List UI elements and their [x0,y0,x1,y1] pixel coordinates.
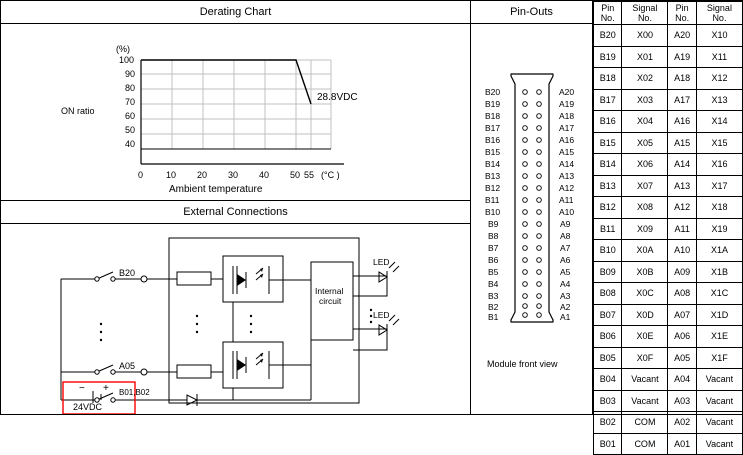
connector-pin-a2: A2 [560,302,571,312]
pin-no-cell: A17 [668,89,696,111]
chart-xtick-40: 40 [259,170,270,180]
pin-no-cell: A12 [668,197,696,219]
signal-no-cell: X04 [622,111,668,133]
signal-no-cell: X06 [622,154,668,176]
pin-no-cell: B14 [594,154,622,176]
table-row [594,390,743,412]
table-row [594,132,743,154]
pin-no-cell: A18 [668,68,696,90]
signal-no-cell: X1B [696,261,742,283]
pin-table-body [594,25,743,455]
connector-pin-b12: B12 [485,183,501,193]
pin-no-cell: A07 [668,304,696,326]
connector-pin-a10: A10 [559,207,575,217]
signal-no-cell: Vacant [622,369,668,391]
pin-no-cell: B10 [594,240,622,262]
chart-y-unit: (%) [116,44,130,54]
signal-no-cell: X0E [622,326,668,348]
pin-no-cell: A14 [668,154,696,176]
connector-pin-b1: B1 [488,312,499,322]
chart-ytick-90: 90 [125,69,136,79]
internal-circuit-label-line1: Internal [315,286,344,296]
pin-signal-table [593,1,743,449]
pin-no-cell: A20 [668,25,696,47]
signal-no-cell: X01 [622,46,668,68]
chart-xtick-55: 55 [304,170,315,180]
table-row [594,433,743,455]
signal-no-cell: Vacant [622,390,668,412]
pinouts-panel [471,1,593,414]
signal-no-cell: X1F [696,347,742,369]
pin-no-cell: A19 [668,46,696,68]
signal-no-cell: X0F [622,347,668,369]
pin-no-cell: B06 [594,326,622,348]
signal-no-cell: X19 [696,218,742,240]
header-signal-no-right [696,2,742,25]
pin-no-cell: B02 [594,412,622,434]
pin-no-cell: A03 [668,390,696,412]
derating-chart-title: Derating Chart [1,1,470,24]
connector-pin-b7: B7 [488,243,499,253]
signal-no-cell: Vacant [696,390,742,412]
pin-no-cell: B18 [594,68,622,90]
connector-pin-b2: B2 [488,302,499,312]
signal-no-cell: X08 [622,197,668,219]
connector-pin-a6: A6 [560,255,571,265]
chart-ytick-80: 80 [125,83,136,93]
connector-pin-a7: A7 [560,243,571,253]
connector-pin-b16: B16 [485,135,501,145]
connector-pin-b11: B11 [485,195,500,205]
table-row [594,304,743,326]
connector-pin-b5: B5 [488,267,499,277]
connector-pin-a19: A19 [559,99,575,109]
signal-no-cell: X10 [696,25,742,47]
connector-pin-b19: B19 [485,99,501,109]
connector-pin-b14: B14 [485,159,501,169]
table-header-row [594,2,743,25]
chart-x-axis-label: Ambient temperature [169,184,263,195]
signal-no-cell: X1A [696,240,742,262]
header-signal-line1-right: Signal [706,3,732,13]
pin-no-cell: B05 [594,347,622,369]
header-pin-no-left [594,2,622,25]
header-pin-line1: Pin [601,3,615,13]
connector-pin-b20: B20 [485,87,501,97]
pin-no-cell: A13 [668,175,696,197]
connector-pin-b8: B8 [488,231,499,241]
chart-annotation-voltage: 28.8VDC [317,92,358,103]
led-label-top: LED [373,257,390,267]
connector-pin-b4: B4 [488,279,499,289]
table-row [594,347,743,369]
signal-no-cell: X12 [696,68,742,90]
signal-no-cell: X03 [622,89,668,111]
chart-ytick-70: 70 [125,97,136,107]
connector-pin-a16: A16 [559,135,575,145]
external-connections-body [1,224,470,415]
header-pin-line2-right: No. [675,13,690,23]
connector-pin-a12: A12 [559,183,575,193]
chart-plot-area [139,58,389,168]
table-row [594,154,743,176]
pin-no-cell: B12 [594,197,622,219]
header-signal-line2: No. [637,13,652,23]
signal-no-cell: Vacant [696,433,742,455]
connector-pin-a15: A15 [559,147,575,157]
pin-no-cell: A05 [668,347,696,369]
pinouts-body [471,24,592,414]
pin-no-cell: B19 [594,46,622,68]
terminal-label-b01-b02: B01,B02 [119,388,150,397]
pin-no-cell: B20 [594,25,622,47]
signal-no-cell: X0A [622,240,668,262]
terminal-label-a05: A05 [119,361,136,371]
chart-x-unit: (°C ) [321,170,340,180]
header-signal-no-left [622,2,668,25]
connector-pin-b18: B18 [485,111,501,121]
connector-pin-b15: B15 [485,147,501,157]
chart-xtick-30: 30 [228,170,239,180]
signal-no-cell: X17 [696,175,742,197]
signal-no-cell: X02 [622,68,668,90]
signal-no-cell: Vacant [696,412,742,434]
table-row [594,111,743,133]
power-supply-label: 24VDC [73,402,103,412]
derating-chart-body [1,24,470,200]
connector-pin-a20: A20 [559,87,575,97]
table-row [594,197,743,219]
table-row [594,175,743,197]
derating-chart-panel [1,1,471,200]
power-plus-sign: + [103,383,109,394]
pin-no-cell: A16 [668,111,696,133]
pin-no-cell: B16 [594,111,622,133]
connector-pin-a9: A9 [560,219,571,229]
table-row [594,89,743,111]
pin-no-cell: B17 [594,89,622,111]
power-minus-sign: − [79,383,85,394]
table-row [594,25,743,47]
header-signal-line1: Signal [632,3,658,13]
pin-no-cell: B08 [594,283,622,305]
chart-xtick-20: 20 [197,170,208,180]
pin-no-cell: A11 [668,218,696,240]
table-row [594,261,743,283]
connector-pin-a14: A14 [559,159,575,169]
connector-pin-a18: A18 [559,111,575,121]
pin-no-cell: B07 [594,304,622,326]
signal-no-cell: X0B [622,261,668,283]
chart-xtick-0: 0 [138,170,144,180]
pin-no-cell: B11 [594,218,622,240]
connector-pin-a17: A17 [559,123,575,133]
signal-no-cell: X13 [696,89,742,111]
signal-no-cell: X0C [622,283,668,305]
header-pin-line1-right: Pin [675,3,689,13]
connector-pin-b6: B6 [488,255,499,265]
signal-no-cell: X09 [622,218,668,240]
pin-table [593,1,743,455]
pin-no-cell: A06 [668,326,696,348]
connector-pin-a1: A1 [560,312,571,322]
module-front-view-label: Module front view [487,359,558,369]
signal-no-cell: X00 [622,25,668,47]
signal-no-cell: X1D [696,304,742,326]
signal-no-cell: X07 [622,175,668,197]
pin-no-cell: B03 [594,390,622,412]
table-row [594,369,743,391]
terminal-label-b20: B20 [119,268,136,278]
pin-no-cell: A02 [668,412,696,434]
connector-pin-a13: A13 [559,171,575,181]
pin-no-cell: B13 [594,175,622,197]
chart-xtick-10: 10 [166,170,177,180]
connector-pin-a11: A11 [559,195,574,205]
chart-ytick-100: 100 [119,55,135,65]
connector-pin-b10: B10 [485,207,501,217]
connector-pin-a4: A4 [560,279,571,289]
header-pin-no-right [668,2,696,25]
pin-no-cell: B15 [594,132,622,154]
chart-ytick-40: 40 [125,139,136,149]
signal-no-cell: X15 [696,132,742,154]
signal-no-cell: COM [622,433,668,455]
external-connections-panel [1,200,471,414]
pin-no-cell: A15 [668,132,696,154]
signal-no-cell: X05 [622,132,668,154]
pin-no-cell: A08 [668,283,696,305]
pinouts-title: Pin-Outs [471,1,592,24]
pin-no-cell: B01 [594,433,622,455]
chart-y-axis-label: ON ratio [61,106,95,116]
connector-pin-b13: B13 [485,171,501,181]
table-row [594,68,743,90]
signal-no-cell: COM [622,412,668,434]
led-label-bottom: LED [373,310,390,320]
table-row [594,218,743,240]
table-row [594,283,743,305]
connector-pin-b3: B3 [488,291,499,301]
connector-pin-a8: A8 [560,231,571,241]
chart-ytick-50: 50 [125,125,136,135]
signal-no-cell: X16 [696,154,742,176]
signal-no-cell: Vacant [696,369,742,391]
external-connections-title: External Connections [1,201,470,224]
pin-no-cell: A10 [668,240,696,262]
internal-circuit-label-line2: circuit [319,296,342,306]
pin-no-cell: A01 [668,433,696,455]
signal-no-cell: X11 [696,46,742,68]
pin-no-cell: B09 [594,261,622,283]
connector-pin-b9: B9 [488,219,499,229]
table-row [594,46,743,68]
connector-pin-a3: A3 [560,291,571,301]
chart-ytick-60: 60 [125,111,136,121]
external-circuit-diagram [1,224,469,414]
connector-pin-b17: B17 [485,123,501,133]
connector-pin-a5: A5 [560,267,571,277]
pin-no-cell: A04 [668,369,696,391]
signal-no-cell: X1E [696,326,742,348]
chart-xtick-50: 50 [290,170,301,180]
table-row [594,326,743,348]
pin-no-cell: B04 [594,369,622,391]
signal-no-cell: X18 [696,197,742,219]
signal-no-cell: X1C [696,283,742,305]
header-pin-line2: No. [600,13,615,23]
signal-no-cell: X14 [696,111,742,133]
table-row [594,240,743,262]
header-signal-line2-right: No. [712,13,727,23]
signal-no-cell: X0D [622,304,668,326]
pin-no-cell: A09 [668,261,696,283]
